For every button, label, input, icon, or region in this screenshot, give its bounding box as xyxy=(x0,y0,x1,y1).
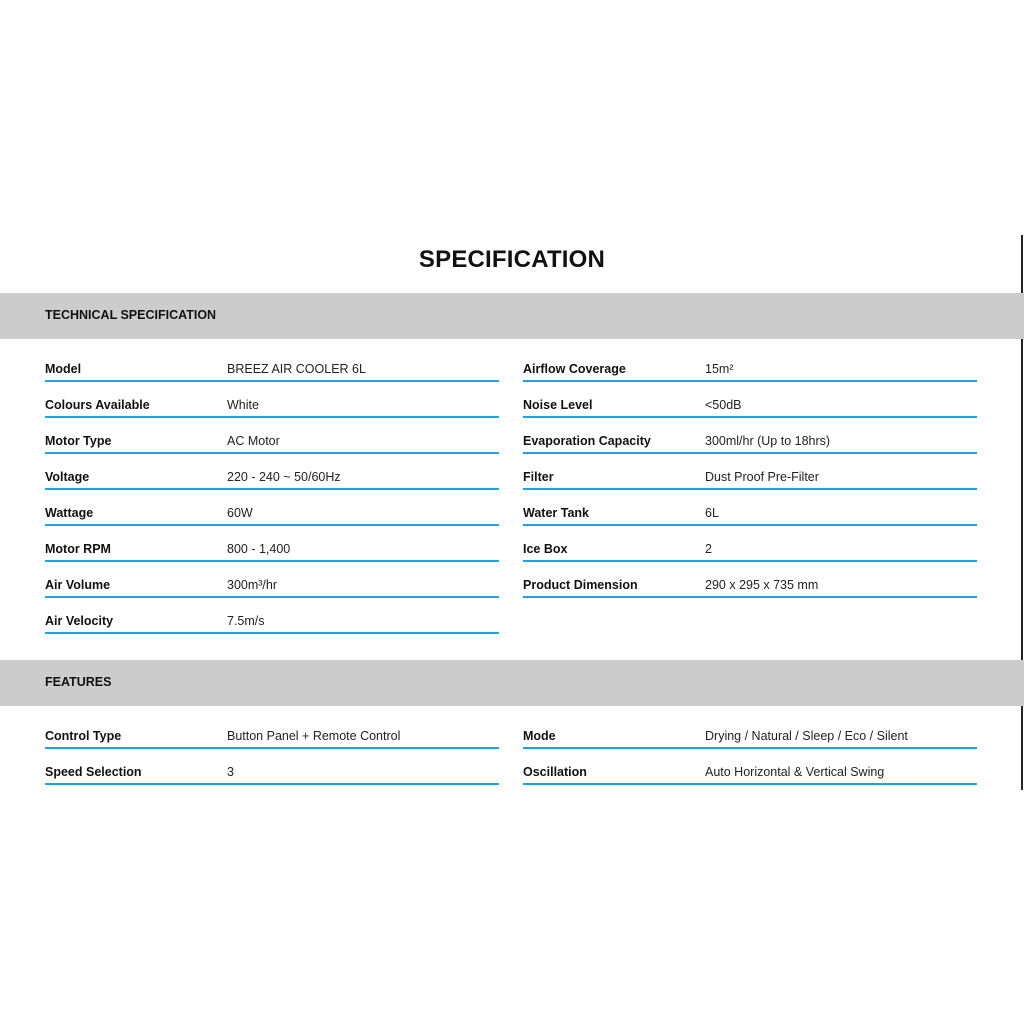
features-header xyxy=(0,660,1024,706)
spec-row xyxy=(45,598,499,634)
spec-row xyxy=(523,382,977,418)
spec-value: 6L xyxy=(705,506,719,520)
spec-label: Colours Available xyxy=(45,398,150,412)
technical-right-column xyxy=(523,346,977,598)
spec-value: 3 xyxy=(227,765,234,779)
spec-label: Air Velocity xyxy=(45,614,114,628)
spec-value: 7.5m/s xyxy=(227,614,265,628)
spec-row xyxy=(523,713,977,749)
spec-row xyxy=(523,526,977,562)
spec-label: Filter xyxy=(523,470,554,484)
spec-row xyxy=(45,749,499,785)
technical-left-column xyxy=(45,346,499,634)
spec-value: Button Panel + Remote Control xyxy=(227,729,401,743)
spec-value: BREEZ AIR COOLER 6L xyxy=(227,362,366,376)
spec-value: 300m³/hr xyxy=(227,578,278,592)
spec-label: Evaporation Capacity xyxy=(523,434,651,448)
technical-spec-heading: TECHNICAL SPECIFICATION xyxy=(45,308,217,322)
spec-value: 60W xyxy=(227,506,253,520)
spec-value: Drying / Natural / Sleep / Eco / Silent xyxy=(705,729,908,743)
spec-label: Model xyxy=(45,362,82,376)
spec-row xyxy=(45,526,499,562)
spec-row xyxy=(523,346,977,382)
spec-row xyxy=(45,346,499,382)
spec-value: AC Motor xyxy=(227,434,280,448)
spec-label: Mode xyxy=(523,729,556,743)
features-heading: FEATURES xyxy=(45,675,112,689)
spec-label: Air Volume xyxy=(45,578,111,592)
spec-row xyxy=(45,713,499,749)
features-right-column xyxy=(523,713,977,785)
spec-label: Motor RPM xyxy=(45,542,111,556)
technical-spec-header xyxy=(0,293,1024,339)
spec-value: 800 - 1,400 xyxy=(227,542,291,556)
spec-label: Ice Box xyxy=(523,542,568,556)
spec-value: 220 - 240 ~ 50/60Hz xyxy=(227,470,341,484)
spec-row xyxy=(45,382,499,418)
spec-label: Voltage xyxy=(45,470,90,484)
spec-label: Speed Selection xyxy=(45,765,142,779)
spec-row xyxy=(523,749,977,785)
spec-label: Motor Type xyxy=(45,434,112,448)
spec-value: 300ml/hr (Up to 18hrs) xyxy=(705,434,831,448)
spec-value: Auto Horizontal & Vertical Swing xyxy=(705,765,885,779)
spec-value: 15m² xyxy=(705,362,734,376)
spec-value: White xyxy=(227,398,259,412)
spec-label: Control Type xyxy=(45,729,122,743)
spec-value: Dust Proof Pre-Filter xyxy=(705,470,819,484)
spec-label: Product Dimension xyxy=(523,578,638,592)
spec-value: 290 x 295 x 735 mm xyxy=(705,578,819,592)
spec-row xyxy=(523,490,977,526)
spec-value: 2 xyxy=(705,542,712,556)
spec-label: Airflow Coverage xyxy=(523,362,626,376)
spec-label: Noise Level xyxy=(523,398,593,412)
spec-label: Water Tank xyxy=(523,506,589,520)
page-title: SPECIFICATION xyxy=(418,246,606,273)
spec-row xyxy=(45,454,499,490)
features-left-column xyxy=(45,713,499,785)
spec-row xyxy=(45,562,499,598)
spec-row xyxy=(523,418,977,454)
spec-row xyxy=(45,418,499,454)
spec-row xyxy=(523,562,977,598)
spec-value: <50dB xyxy=(705,398,742,412)
spec-row xyxy=(523,454,977,490)
spec-label: Oscillation xyxy=(523,765,587,779)
spec-row xyxy=(45,490,499,526)
spec-label: Wattage xyxy=(45,506,94,520)
